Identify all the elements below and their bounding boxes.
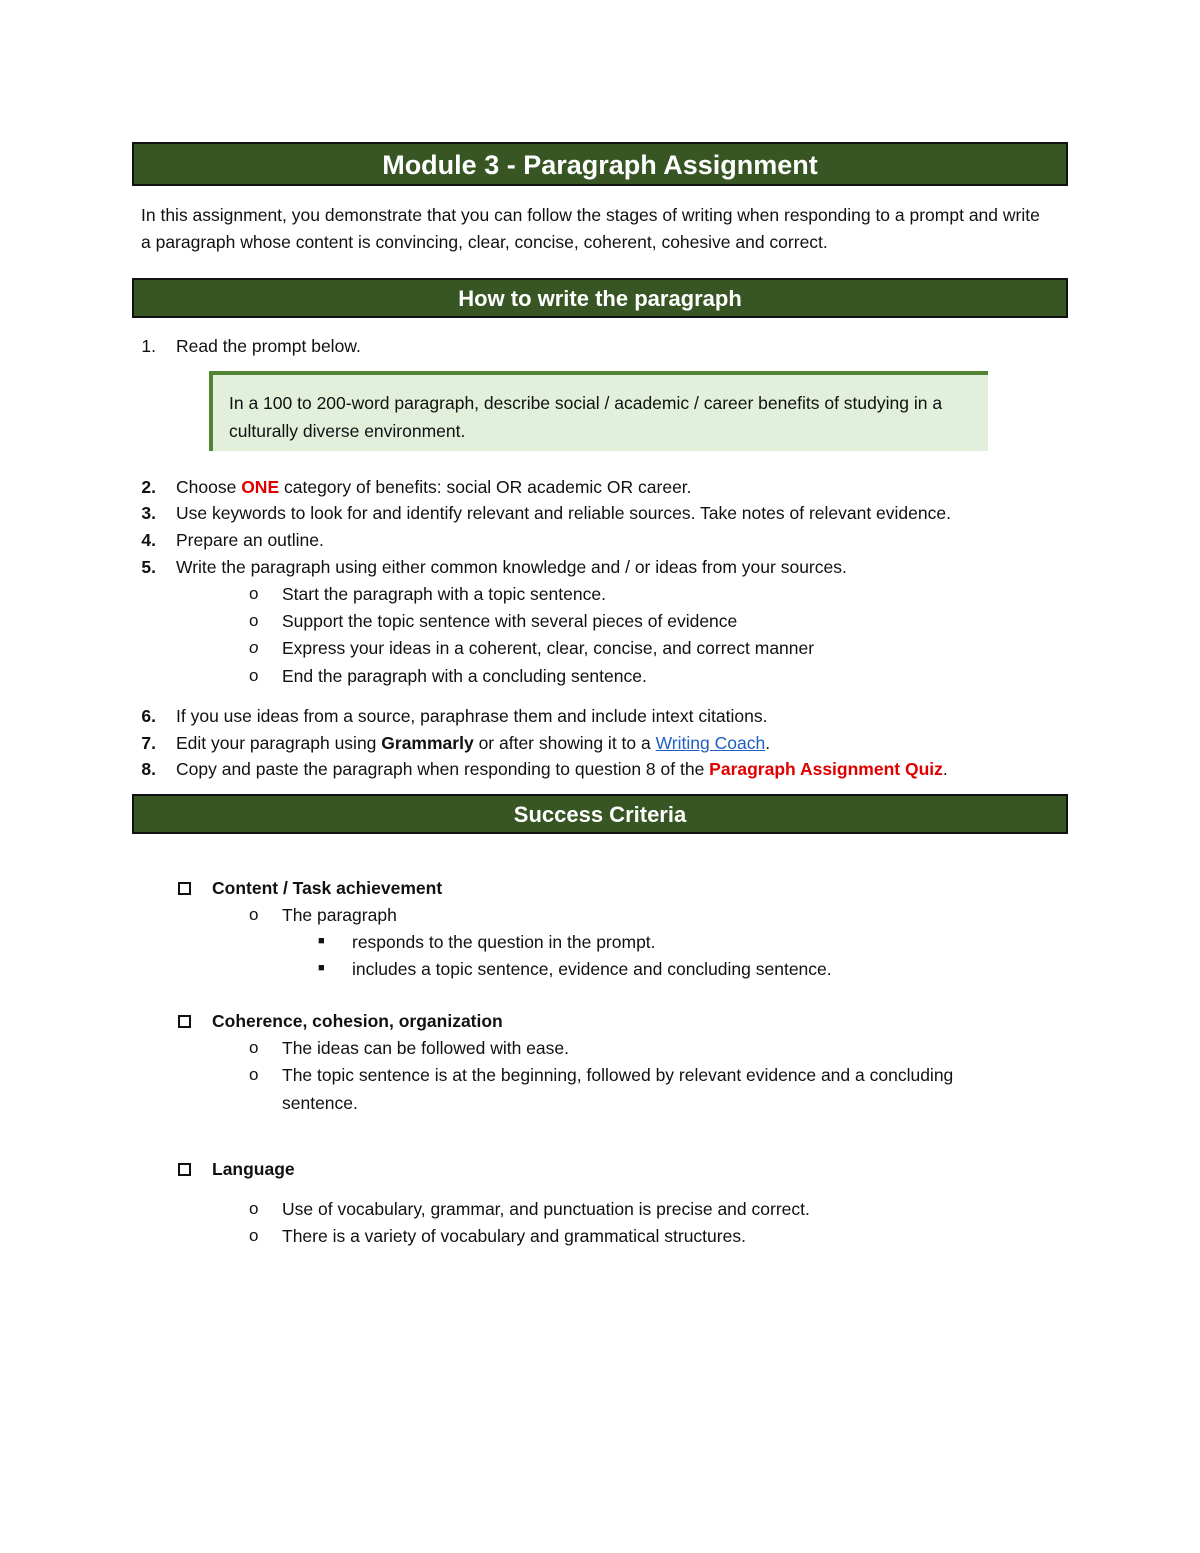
sub-bullet: o bbox=[249, 1065, 259, 1084]
highlight-one: ONE bbox=[241, 477, 280, 497]
sub-item: There is a variety of vocabulary and grammatical structures. bbox=[282, 1226, 746, 1246]
checkbox-icon[interactable] bbox=[178, 1163, 191, 1176]
criterion-title: Language bbox=[212, 1159, 295, 1179]
checkbox-icon[interactable] bbox=[178, 1015, 191, 1028]
step-number: 5. bbox=[141, 557, 156, 577]
step-number: 8. bbox=[141, 759, 156, 779]
step-text-part: . bbox=[765, 733, 771, 753]
step-text bbox=[176, 733, 770, 754]
criterion-title: Coherence, cohesion, organization bbox=[212, 1011, 503, 1031]
step-text-part: Choose bbox=[176, 477, 242, 497]
step-text-part: . bbox=[942, 759, 948, 779]
criteria-heading: Success Criteria bbox=[513, 802, 687, 827]
step-text bbox=[176, 759, 948, 780]
sub-bullet: o bbox=[249, 638, 259, 657]
writing-coach-link[interactable]: Writing Coach bbox=[655, 733, 766, 753]
step-text-part: Copy and paste the paragraph when responding to question 8 of the bbox=[176, 759, 710, 779]
step-number: 3. bbox=[141, 503, 156, 523]
subsub-item: includes a topic sentence, evidence and concluding sentence. bbox=[352, 959, 832, 979]
sub-item: The topic sentence is at the beginning, followed by relevant evidence and a concluding bbox=[282, 1065, 954, 1085]
title-banner bbox=[132, 142, 1068, 186]
step-text: Read the prompt below. bbox=[176, 336, 361, 356]
step-text: Use keywords to look for and identify relevant and reliable sources. Take notes of relevant evidence. bbox=[176, 503, 951, 523]
prompt-text: In a 100 to 200-word paragraph, describe social / academic / career benefits of studying in a culturally diverse environment. bbox=[229, 393, 943, 441]
sub-bullet: o bbox=[249, 1038, 259, 1057]
checkbox-icon[interactable] bbox=[178, 882, 191, 895]
sub-item-continued: sentence. bbox=[282, 1093, 358, 1113]
sub-item: End the paragraph with a concluding sentence. bbox=[282, 666, 647, 686]
step-number: 1. bbox=[141, 336, 156, 356]
step-text-part: Edit your paragraph using bbox=[176, 733, 382, 753]
sub-bullet: o bbox=[249, 584, 259, 603]
how-to-banner bbox=[132, 278, 1068, 318]
page-title: Module 3 - Paragraph Assignment bbox=[382, 150, 818, 180]
step-text bbox=[176, 477, 692, 498]
criteria-banner bbox=[132, 794, 1068, 834]
how-to-heading: How to write the paragraph bbox=[458, 286, 742, 311]
sub-bullet: o bbox=[249, 905, 259, 924]
step-text: If you use ideas from a source, paraphrase them and include intext citations. bbox=[176, 706, 768, 726]
step-text-part: category of benefits: social OR academic OR career. bbox=[279, 477, 692, 497]
prompt-box bbox=[209, 371, 988, 451]
step-text-part: or after showing it to a bbox=[473, 733, 656, 753]
sub-bullet: o bbox=[249, 1226, 259, 1245]
sub-item: Express your ideas in a coherent, clear, concise, and correct manner bbox=[282, 638, 815, 658]
sub-bullet: o bbox=[249, 666, 259, 685]
step-number: 6. bbox=[141, 706, 156, 726]
criterion-title: Content / Task achievement bbox=[212, 878, 443, 898]
intro-paragraph: In this assignment, you demonstrate that you can follow the stages of writing when responding to a prompt and write a paragraph whose content is convincing, clear, concise, coherent, cohesive and correct. bbox=[141, 205, 1040, 252]
sub-item: The paragraph bbox=[282, 905, 397, 925]
grammarly-label: Grammarly bbox=[381, 733, 474, 753]
step-number: 4. bbox=[141, 530, 156, 550]
subsub-item: responds to the question in the prompt. bbox=[352, 932, 656, 952]
step-text: Write the paragraph using either common knowledge and / or ideas from your sources. bbox=[176, 557, 847, 577]
sub-item: Use of vocabulary, grammar, and punctuation is precise and correct. bbox=[282, 1199, 810, 1219]
step-number: 7. bbox=[141, 733, 156, 753]
square-bullet-icon: ■ bbox=[318, 935, 325, 947]
sub-item: Start the paragraph with a topic sentence. bbox=[282, 584, 606, 604]
sub-bullet: o bbox=[249, 1199, 259, 1218]
step-text: Prepare an outline. bbox=[176, 530, 324, 550]
sub-bullet: o bbox=[249, 611, 259, 630]
quiz-highlight: Paragraph Assignment Quiz bbox=[709, 759, 943, 779]
square-bullet-icon: ■ bbox=[318, 962, 325, 974]
sub-item: The ideas can be followed with ease. bbox=[282, 1038, 569, 1058]
step-number: 2. bbox=[141, 477, 156, 497]
sub-item: Support the topic sentence with several pieces of evidence bbox=[282, 611, 738, 631]
